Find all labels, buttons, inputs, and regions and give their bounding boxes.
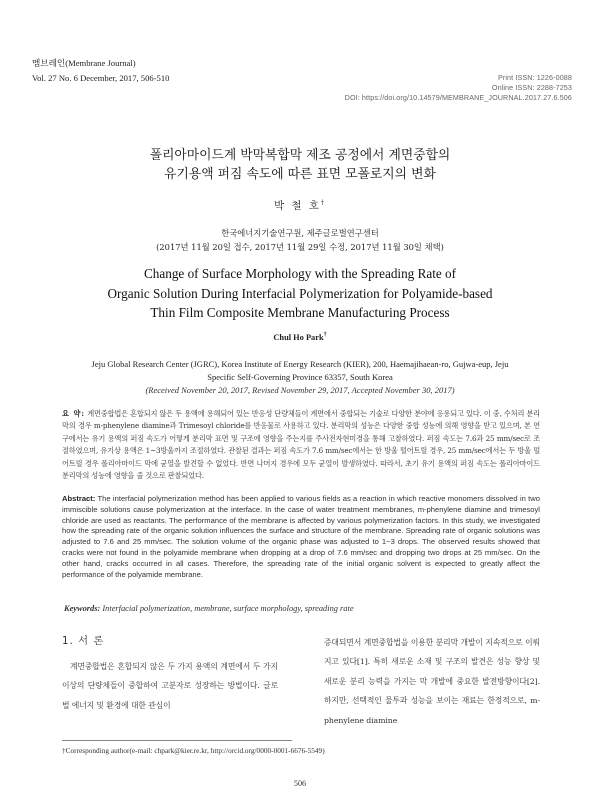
footnote-divider (62, 740, 292, 741)
english-abstract-text: The interfacial polymerization method has been applied to various fields as a reaction in which reactive monomers dissolved in two immiscible solutions cause polymerization at the interface. In the case of water treatment membranes, m-phenylene diamine and trimesoyl chloride are used as reactants. The performance of the membrane is affected by various polymerization factors. In this study, we investigated how the spreading rate of the organic solution influences the surface and structure of the membrane. Spreading rate of organic solutions was adjusted to 7.6 and 25 mm/sec. The solution volume of the organic phase was adjusted to 1~3 drops. The observed results showed that cracks were not found in the polyamide membrane when dropping at a drop of 7.6 mm/sec and dropping two drops at 25 mm/sec. On the other hand, cracks occurred in all cases. Therefore, the spreading rate of the initial organic solvent is expected to greatly affect the performance of the polyamide membrane. (62, 494, 540, 579)
korean-dates: (2017년 11월 20일 접수, 2017년 11월 29일 수정, 2017년 11월 30일 채택) (156, 242, 444, 252)
korean-author (30, 197, 570, 212)
english-title (30, 264, 570, 323)
korean-abstract-label: 요 약: (62, 409, 86, 418)
english-title-line-1: Change of Surface Morphology with the Spreading Rate of (143, 266, 457, 281)
corresponding-footnote: †Corresponding author(e-mail: chpark@kier.re.kr, http://orcid.org/0000-0001-6676-5549) (62, 746, 325, 755)
english-affiliation-line-2: Specific Self-Governing Province 63357, South Korea (207, 372, 393, 383)
english-author-name: Chul Ho Park (273, 333, 324, 342)
doi-link[interactable]: DOI: https://doi.org/10.14579/MEMBRANE_JOURNAL.2017.27.6.506 (344, 92, 572, 102)
keywords-text: Interfacial polymerization, membrane, surface morphology, spreading rate (102, 604, 354, 613)
english-abstract (62, 494, 540, 580)
received-dates: (Received November 20, 2017, Revised November 29, 2017, Accepted November 30, 2017) (145, 385, 455, 395)
korean-title (30, 147, 570, 184)
body-paragraph: 계면중합법은 혼합되지 않은 두 가지 용액의 계면에서 두 가지 이상의 단량체들이 중합하여 고분자로 성장하는 방법이다. 글로벌 에너지 및 환경에 대한 관심이 (62, 662, 278, 710)
keywords (64, 604, 354, 613)
print-issn: Print ISSN: 1226-0088 (497, 73, 572, 82)
journal-header (32, 56, 169, 85)
body-paragraph: 증대되면서 계면중합법을 이용한 분리막 개발이 지속적으로 이뤄지고 있다[1]. 특히 새로운 소재 및 구조의 발견은 성능 향상 및 새로운 분리 능력을 가지는 막 개발에 중요한 발전방향이다[2]. 하지만, 선택적인 물투과 성능을 보이는 재료는 한정적으로, m-phenylene diamine (324, 638, 540, 725)
english-abstract-label: Abstract: (62, 494, 96, 503)
body-column-right (324, 633, 540, 730)
journal-name: 멤브레인(Membrane Journal) (32, 58, 136, 68)
english-affiliation-line-1: Jeju Global Research Center (JGRC), Korea Institute of Energy Research (KIER), 200, Haemajihaean-ro, Gujwa-eup, Jeju (91, 359, 509, 369)
english-author (30, 333, 570, 342)
volume-line: Vol. 27 No. 6 December, 2017, 506-510 (32, 72, 170, 83)
korean-title-line-2: 유기용액 퍼짐 속도에 따른 표면 모폴로지의 변화 (164, 166, 436, 182)
page-number: 506 (293, 779, 307, 788)
korean-affiliation-block (30, 226, 570, 254)
korean-abstract-text: 계면중합법은 혼합되지 않은 두 용액에 용해되어 있는 반응성 단량체들이 계면에서 중합되는 기술로 다양한 분야에 응용되고 있다. 이 중, 수처리 분리막의 경우 m-phenylene diamine과 Trimesoyl chloride를 반응물로 사용하고 있다. 분리막의 성능은 다양한 중합 성능에 의해 영향을 받고 있으며, 본 연구에서는 유기 용액의 퍼짐 속도가 어떻게 분리막 표면 및 구조에 영향을 주는지를 주사전자현미경을 통해 고찰하였다. 퍼짐 속도는 7.6과 25 mm/sec로 조절하였으며, 유기상 용액은 1~3방울까지 조절하였다. 관찰된 결과는 퍼짐 속도가 7.6 mm/sec에서는 한 방울 떨어트릴 경우, 25 mm/sec에서는 두 방울 떨어트릴 경우 폴리아마이드 막에 균열을 발견할 수 없었다. 반면 나머지 경우에 모두 균열이 발생하였다. 따라서, 초기 유기 용액의 퍼짐 속도는 폴리아마이드 분리막의 성능에 영향을 줄 것으로 판찰되었다. (62, 409, 540, 481)
english-title-line-3: Thin Film Composite Membrane Manufacturing Process (150, 305, 450, 321)
english-affiliation (36, 358, 564, 385)
english-title-line-2: Organic Solution During Interfacial Polymerization for Polyamide-based (107, 285, 493, 301)
keywords-label: Keywords: (64, 604, 101, 613)
korean-author-name: 박 철 호 (274, 200, 321, 212)
body-column-left (62, 657, 278, 715)
online-issn: Online ISSN: 2288-7253 (491, 82, 572, 92)
corresponding-mark: † (320, 199, 326, 207)
korean-affiliation: 한국에너지기술연구원, 제주글로벌연구센터 (221, 228, 379, 238)
corresponding-mark: † (323, 332, 327, 339)
issn-block (345, 73, 572, 102)
korean-abstract (62, 408, 540, 482)
section-heading: 1. 서 론 (62, 635, 105, 647)
korean-title-line-1: 폴리아마이드계 박막복합막 제조 공정에서 계면중합의 (149, 148, 451, 163)
